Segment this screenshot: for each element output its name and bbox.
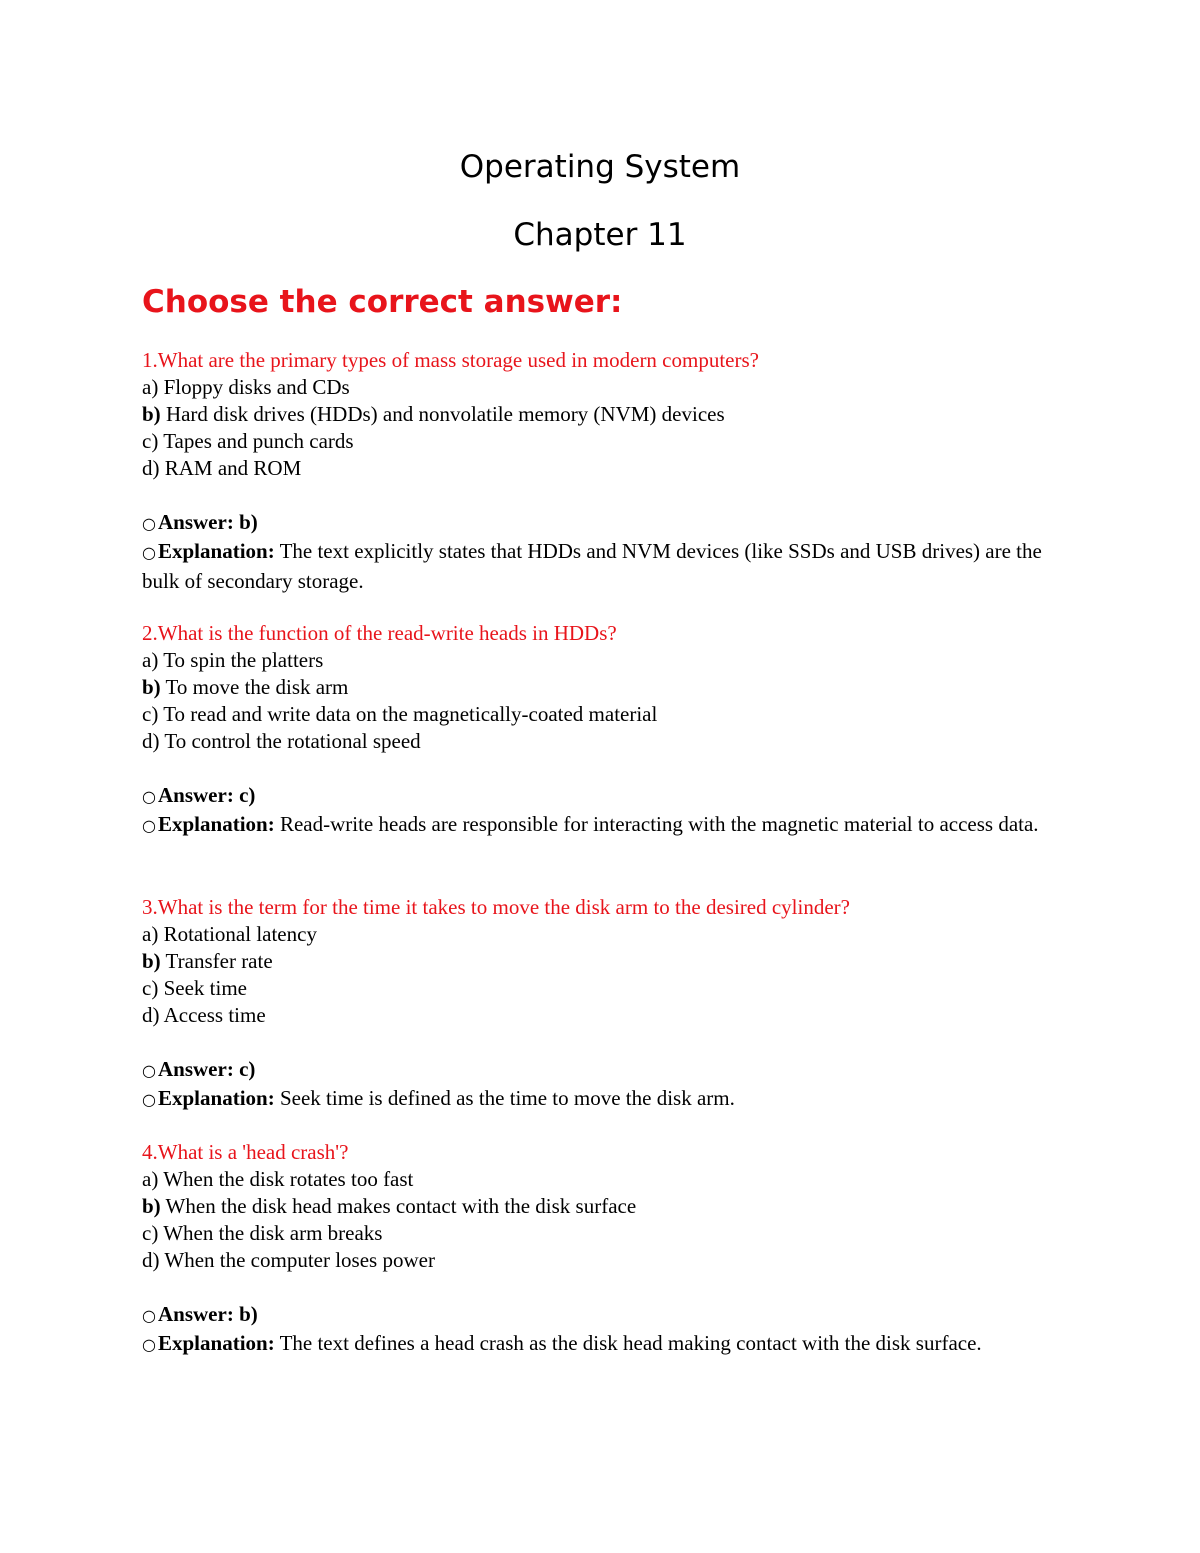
question-text: 4.What is a 'head crash'?: [142, 1140, 349, 1164]
explanation-line: [142, 810, 1042, 840]
option-letter: a): [142, 1167, 159, 1191]
explanation-label: Explanation:: [158, 539, 275, 563]
option-d: [142, 1247, 1062, 1274]
bullet-icon: ○: [142, 1306, 156, 1325]
option-b: [142, 1193, 1062, 1220]
question-block-1: [142, 346, 1062, 595]
option-letter: b): [142, 1194, 161, 1218]
option-d: [142, 728, 1062, 755]
option-d: [142, 1002, 1062, 1029]
option-a: [142, 374, 1062, 401]
option-a: [142, 647, 1062, 674]
option-c: [142, 1220, 1062, 1247]
option-d: [142, 455, 1062, 482]
question-block-3: [142, 893, 1062, 1114]
option-letter: b): [142, 949, 161, 973]
option-letter: c): [142, 429, 159, 453]
option-letter: c): [142, 702, 159, 726]
option-text: Tapes and punch cards: [158, 429, 354, 453]
option-text: Hard disk drives (HDDs) and nonvolatile memory (NVM) devices: [160, 402, 725, 426]
option-letter: c): [142, 976, 159, 1000]
option-text: To spin the platters: [158, 648, 324, 672]
option-text: When the disk head makes contact with the disk surface: [160, 1194, 637, 1218]
answer-line: [142, 782, 1062, 810]
option-text: To move the disk arm: [160, 675, 349, 699]
answer-value: c): [233, 783, 256, 807]
question-text: 3.What is the term for the time it takes to move the disk arm to the desired cylinder?: [142, 895, 850, 919]
answer-value: b): [233, 510, 258, 534]
explanation-text: Seek time is defined as the time to move the disk arm.: [274, 1086, 735, 1110]
option-text: When the disk rotates too fast: [158, 1167, 414, 1191]
document-title: Operating System: [459, 149, 741, 185]
option-c: [142, 975, 1062, 1002]
explanation-label: Explanation:: [158, 1331, 275, 1355]
bullet-icon: ○: [142, 816, 156, 835]
option-text: To control the rotational speed: [159, 729, 421, 753]
bullet-icon: ○: [142, 1090, 156, 1109]
answer-line: [142, 509, 1062, 537]
option-letter: a): [142, 922, 159, 946]
option-c: [142, 701, 1062, 728]
answer-value: c): [233, 1057, 256, 1081]
option-text: RAM and ROM: [159, 456, 302, 480]
option-letter: a): [142, 648, 159, 672]
option-letter: d): [142, 1248, 160, 1272]
option-letter: d): [142, 456, 160, 480]
explanation-label: Explanation:: [158, 812, 275, 836]
bullet-icon: ○: [142, 514, 156, 533]
option-b: [142, 401, 1062, 428]
answer-line: [142, 1301, 1062, 1329]
option-letter: d): [142, 729, 160, 753]
answer-label: Answer:: [158, 1302, 234, 1326]
explanation-text: Read-write heads are responsible for interacting with the magnetic material to access data.: [274, 812, 1039, 836]
explanation-line: [142, 537, 1042, 595]
explanation-text: The text defines a head crash as the disk head making contact with the disk surface.: [274, 1331, 982, 1355]
option-text: To read and write data on the magnetically-coated material: [158, 702, 658, 726]
option-text: Transfer rate: [160, 949, 273, 973]
option-b: [142, 674, 1062, 701]
option-a: [142, 921, 1062, 948]
option-a: [142, 1166, 1062, 1193]
question-text: 2.What is the function of the read-write heads in HDDs?: [142, 621, 617, 645]
bullet-icon: ○: [142, 1335, 156, 1354]
answer-value: b): [233, 1302, 258, 1326]
option-letter: b): [142, 675, 161, 699]
answer-line: [142, 1056, 1062, 1084]
option-text: Floppy disks and CDs: [158, 375, 350, 399]
option-letter: b): [142, 402, 161, 426]
question-block-4: [142, 1138, 1062, 1359]
option-text: Seek time: [158, 976, 247, 1000]
bullet-icon: ○: [142, 787, 156, 806]
option-text: Rotational latency: [158, 922, 317, 946]
explanation-text: The text explicitly states that HDDs and NVM devices (like SSDs and USB drives) are the bulk of secondary storage.: [142, 539, 1042, 593]
option-b: [142, 948, 1062, 975]
option-text: When the disk arm breaks: [158, 1221, 383, 1245]
answer-label: Answer:: [158, 783, 234, 807]
option-text: Access time: [159, 1003, 266, 1027]
option-letter: c): [142, 1221, 159, 1245]
bullet-icon: ○: [142, 543, 156, 562]
option-letter: d): [142, 1003, 160, 1027]
explanation-label: Explanation:: [158, 1086, 275, 1110]
answer-label: Answer:: [158, 510, 234, 534]
explanation-line: [142, 1084, 1042, 1114]
question-block-2: [142, 619, 1062, 840]
chapter-title: Chapter 11: [513, 217, 687, 253]
question-text: 1.What are the primary types of mass storage used in modern computers?: [142, 348, 759, 372]
bullet-icon: ○: [142, 1061, 156, 1080]
option-text: When the computer loses power: [159, 1248, 435, 1272]
option-c: [142, 428, 1062, 455]
answer-label: Answer:: [158, 1057, 234, 1081]
explanation-line: [142, 1329, 1042, 1359]
option-letter: a): [142, 375, 159, 399]
section-heading: Choose the correct answer:: [142, 284, 623, 320]
